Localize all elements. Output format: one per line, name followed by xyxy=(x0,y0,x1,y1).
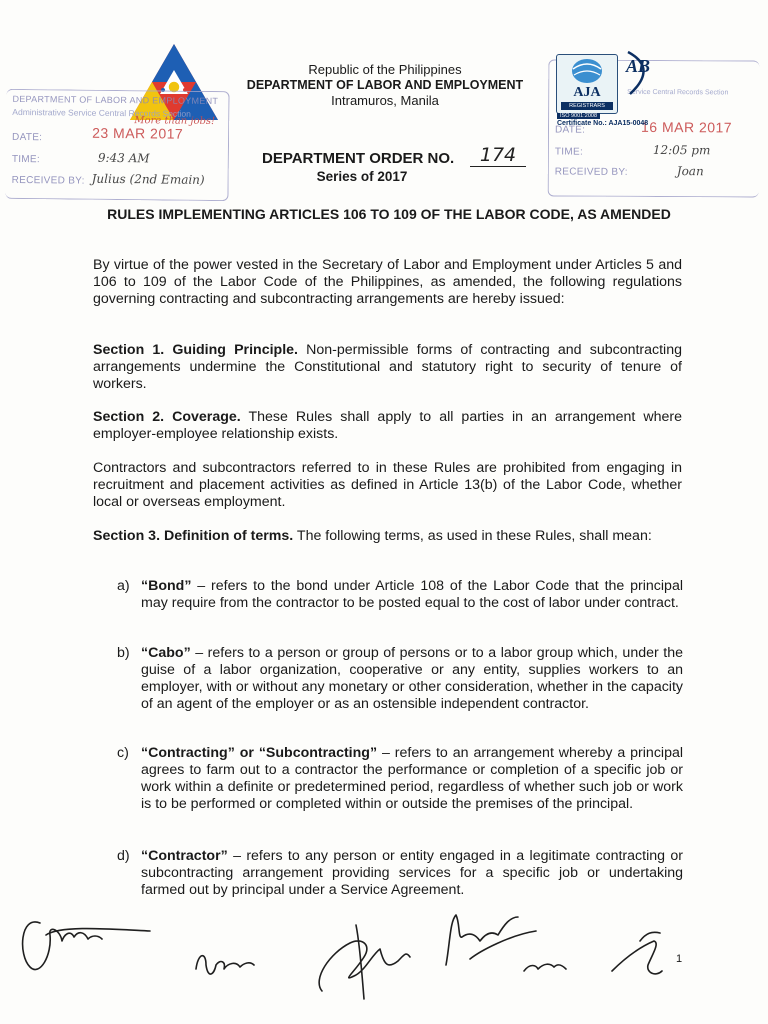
letterhead xyxy=(230,62,540,108)
stamp-date-label: DATE: xyxy=(12,131,43,144)
section-3-heading: Section 3. Definition of terms. xyxy=(93,528,294,544)
stamp-time-label: TIME: xyxy=(11,153,41,166)
intro-paragraph: By virtue of the power vested in the Secretary of Labor and Employment under Articles 5 and 106 to 109 of the Labor Code of the Philippines, as amended, the following regulations governing contracting and subcontracting arrangements are hereby issued: xyxy=(93,257,682,307)
stamp-received-label: RECEIVED BY: xyxy=(11,174,85,187)
definition-marker: b) xyxy=(117,645,130,661)
section-1 xyxy=(93,342,682,393)
ab-swoosh-icon xyxy=(620,48,660,98)
signature-4 xyxy=(446,915,536,965)
page-number: 1 xyxy=(676,953,683,965)
globe-icon xyxy=(557,55,617,85)
definition-text: – refers to an arrangement whereby a principal agrees to farm out to a contractor the performance or completion of a specific job or work within a definite or predetermined period, regardless of whether such job or work is to be performed or completed within or outside the premises of the principal. xyxy=(141,745,683,812)
order-label: DEPARTMENT ORDER NO. xyxy=(262,150,455,167)
definition-marker: c) xyxy=(117,745,129,761)
received-stamp-left xyxy=(5,89,229,201)
location-line: Intramuros, Manila xyxy=(331,93,439,108)
signature-1 xyxy=(23,922,150,970)
section-2-heading: Section 2. Coverage. xyxy=(93,409,241,425)
definition-term: “Contractor” xyxy=(141,848,228,864)
stamp-time-value: 12:05 pm xyxy=(652,142,711,158)
stamp-received-label: RECEIVED BY: xyxy=(554,166,628,178)
stamp-time-label: TIME: xyxy=(554,146,584,158)
stamp-subheading: Administrative Service Central Records Section xyxy=(12,106,191,119)
signature-6 xyxy=(612,932,662,974)
definition-text: – refers to any person or entity engaged in a legitimate contracting or subcontracting arrangement providing services for a specific job or undertaking farmed out by principal under a Service Agreement. xyxy=(141,848,683,898)
section-1-heading: Section 1. Guiding Principle. xyxy=(93,342,298,358)
stamp-received-value: Joan xyxy=(676,164,704,179)
section-3-text: The following terms, as used in these Rules, shall mean: xyxy=(293,528,652,544)
section-2-text: These Rules shall apply to all parties in an arrangement where employer-employee relationship exists. xyxy=(93,409,682,442)
signature-3 xyxy=(319,925,410,999)
stamp-received-value: Julius (2nd Emain) xyxy=(91,171,205,187)
signature-5 xyxy=(524,964,566,971)
definition-item xyxy=(117,645,683,713)
aja-text: AJA xyxy=(573,85,601,100)
definition-term: “Bond” xyxy=(141,578,192,594)
aja-certification-logo xyxy=(556,54,618,114)
certificate-number: Certificate No.: AJA15-0048 xyxy=(557,120,649,127)
section-2-paragraph-2: Contractors and subcontractors referred to in these Rules are prohibited from engaging in recruitment and placement activities as defined in Article 13(b) of the Labor Code, whether local or overseas employment. xyxy=(93,460,682,510)
order-series: Series of 2017 xyxy=(316,169,408,184)
stamp-heading: DEPARTMENT OF LABOR AND EMPLOYMENT xyxy=(12,93,219,107)
definition-item xyxy=(117,578,683,612)
ab-mark: AB xyxy=(626,56,651,76)
republic-line: Republic of the Philippines xyxy=(308,62,462,77)
definition-item xyxy=(117,848,683,899)
stamp-handwritten-note: More than jobs! xyxy=(134,115,216,128)
stamp-date-value: 23 MAR 2017 xyxy=(92,124,184,142)
signature-2 xyxy=(196,956,254,974)
stamp-date-value: 16 MAR 2017 xyxy=(640,118,733,136)
definition-term: “Contracting” or “Subcontracting” xyxy=(141,745,378,761)
definition-marker: d) xyxy=(117,848,130,864)
definition-marker: a) xyxy=(117,578,130,594)
section-2 xyxy=(93,409,682,443)
iso-label: ISO 9001:2008 xyxy=(557,113,600,119)
definition-text: – refers to a person or group of persons or to a labor group which, under the guise of a labor organization, cooperative or any entity, supplies workers to an employer, with or without any monetary or other consideration, whether in the capacity of an agent of the employer or as an ostensible independent contractor. xyxy=(141,645,683,712)
section-3 xyxy=(93,528,682,545)
section-1-text: Non-permissible forms of contracting and subcontracting arrangements undermine the Constitutional and statutory right to security of tenure of workers. xyxy=(93,342,682,392)
definition-item xyxy=(117,745,683,813)
definition-text: – refers to the bond under Article 108 of the Labor Code that the principal may require from the contractor to be posted equal to the cost of labor under contract. xyxy=(141,578,683,611)
signatures xyxy=(0,895,768,1020)
stamp-date-label: DATE: xyxy=(554,124,586,136)
department-name: DEPARTMENT OF LABOR AND EMPLOYMENT xyxy=(246,78,524,92)
definition-term: “Cabo” xyxy=(141,645,191,661)
order-number: 174 xyxy=(470,144,526,167)
stamp-heading: Service Central Records Section xyxy=(627,88,729,97)
department-order xyxy=(262,144,522,185)
stamp-time-value: 9:43 AM xyxy=(97,150,150,166)
aja-registrars: REGISTRARS xyxy=(561,102,613,110)
document-title: RULES IMPLEMENTING ARTICLES 106 TO 109 OF THE LABOR CODE, AS AMENDED xyxy=(107,206,671,222)
